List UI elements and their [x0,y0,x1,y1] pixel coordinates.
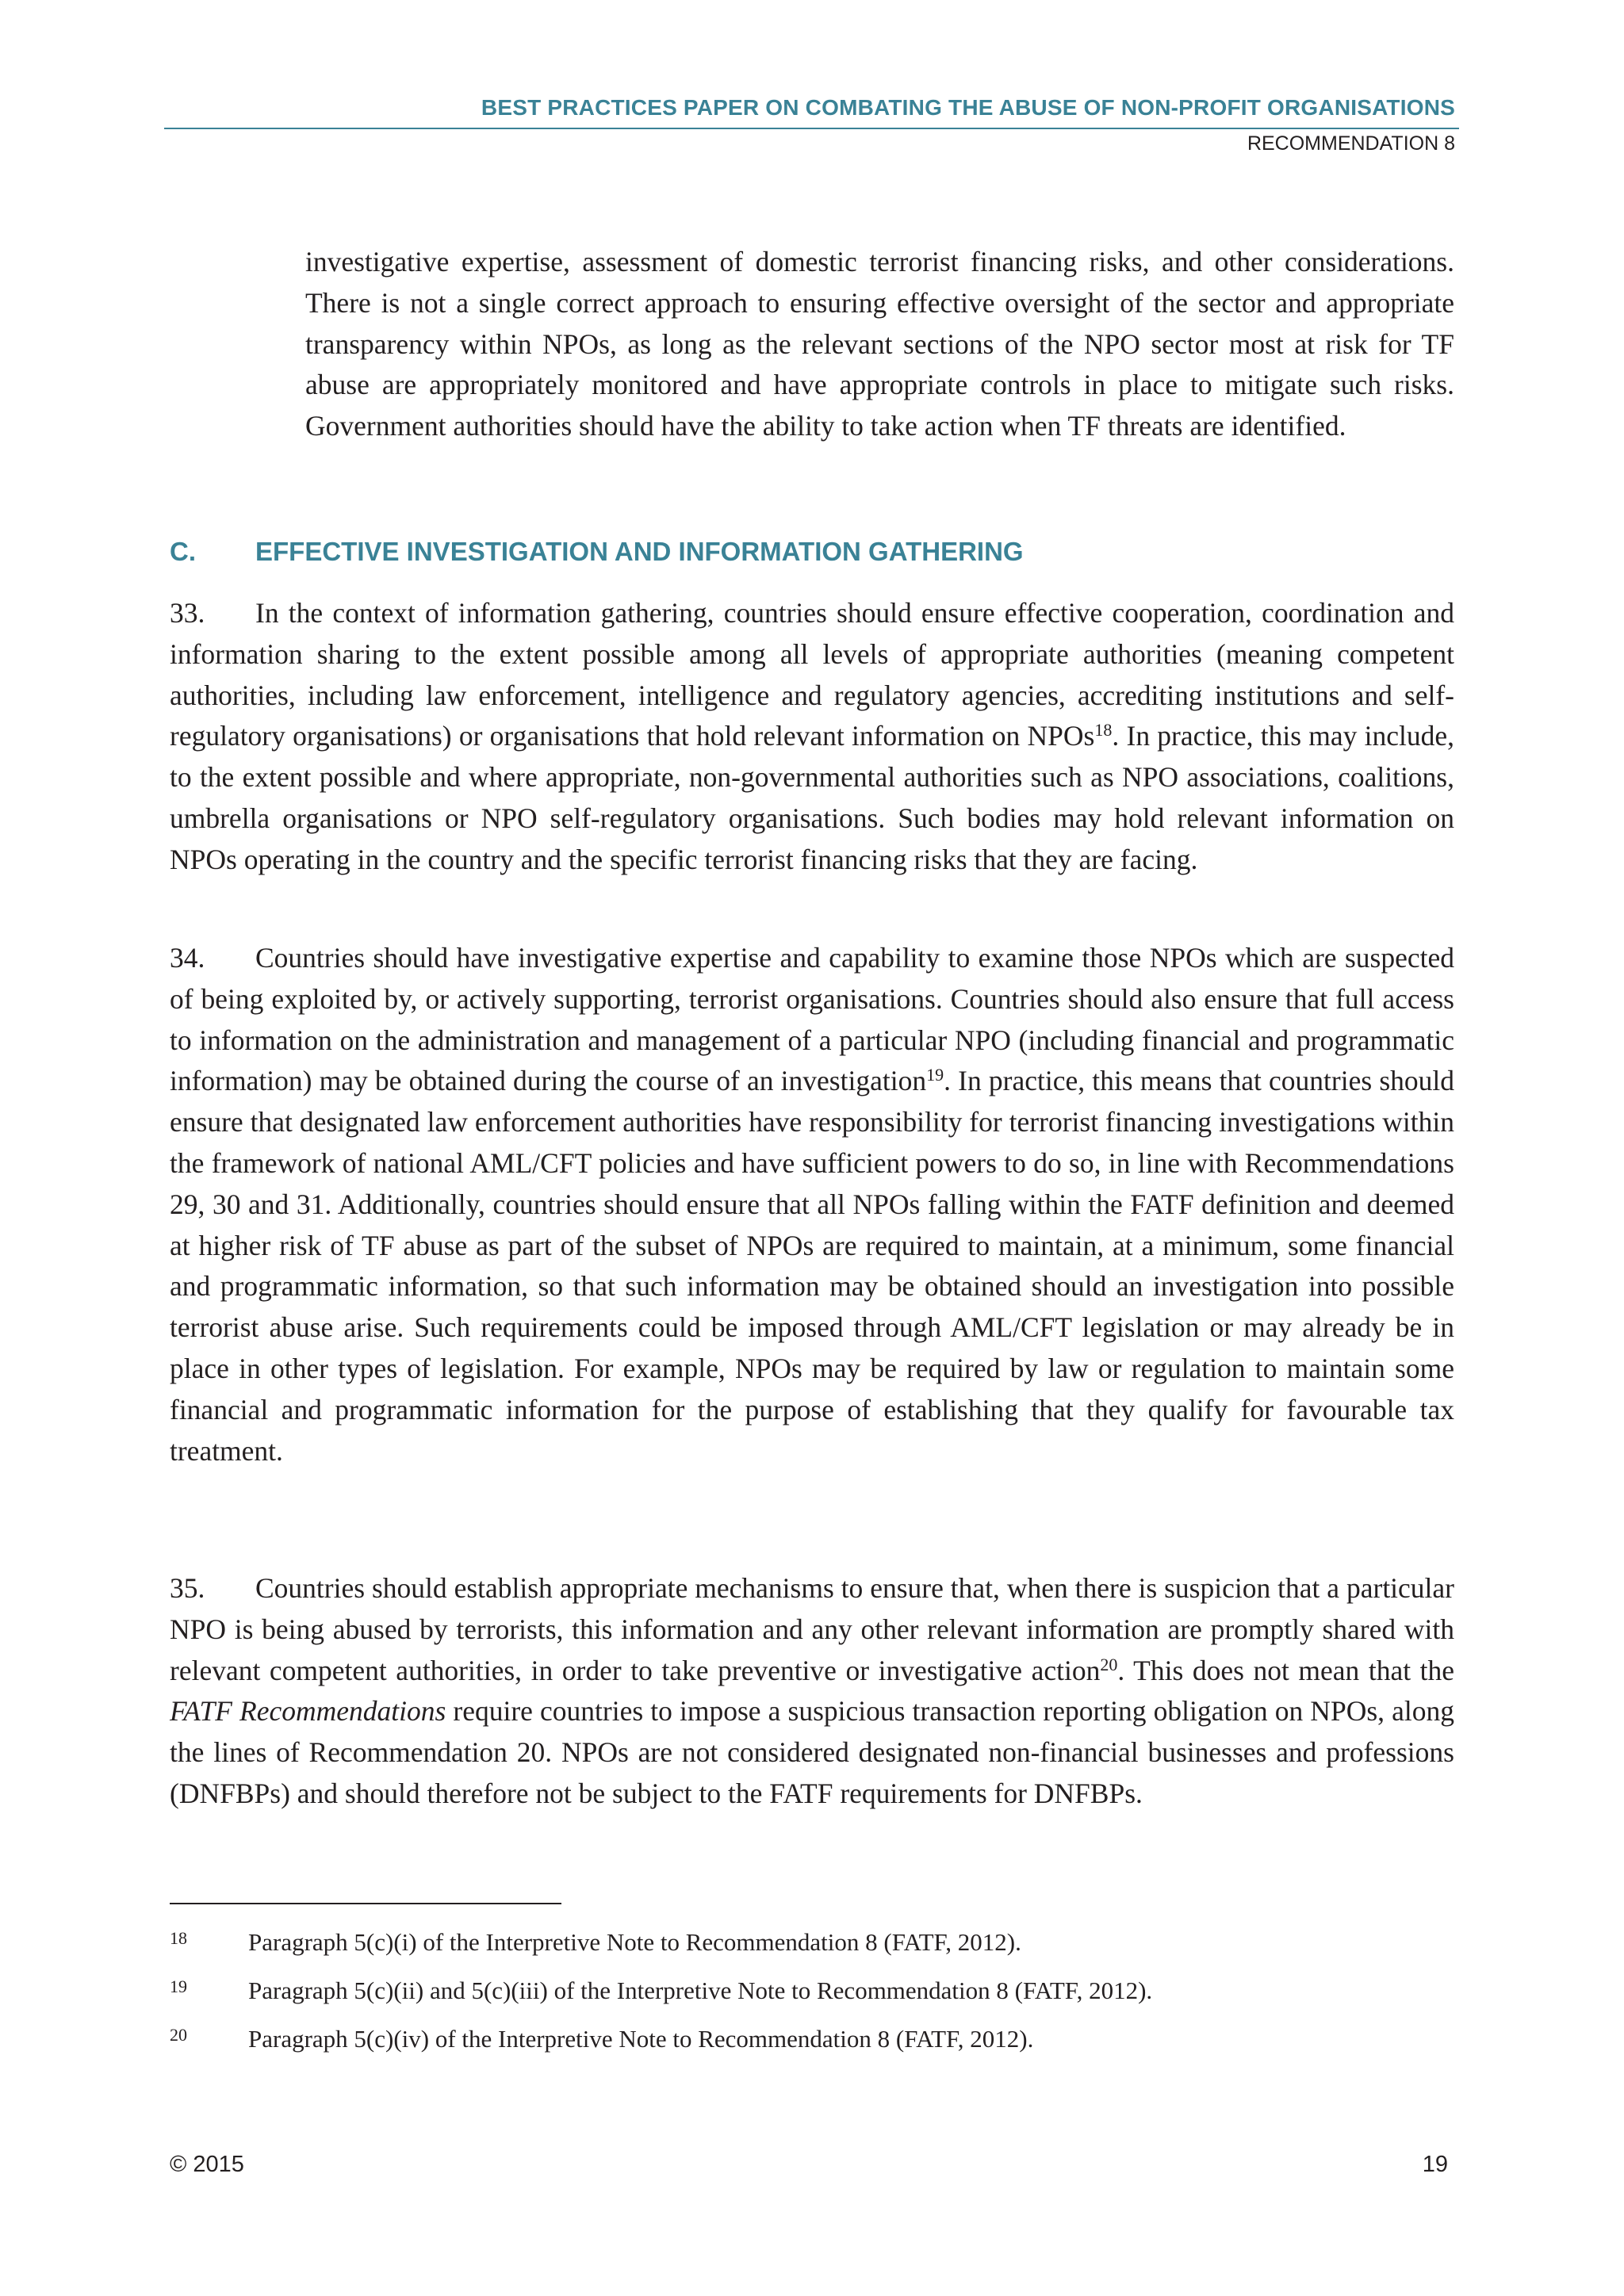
paragraph-text: . In practice, this means that countries should ensure that designated law enforcement authorities have responsibility for terrorist financing investigations within the framework of national AML/CFT policies and have sufficient powers to do so, in line with Recommendations 29, 30 and 31. Additionally, countries should ensure that all NPOs falling within the FATF definition and deemed at higher risk of TF abuse as part of the subset of NPOs are required to maintain, at a minimum, some financial and programmatic information, so that such information may be obtained should an investigation into possible terrorist abuse arise. Such requirements could be imposed through AML/CFT legislation or may already be in place in other types of legislation. For example, NPOs may be required by law or regulation to maintain some financial and programmatic information for the purpose of establishing that they qualify for favourable tax treatment. [170,1065,1454,1467]
footnote-text: Paragraph 5(c)(iv) of the Interpretive Note to Recommendation 8 (FATF, 2012). [248,2025,1034,2053]
paragraph-text: Countries should establish appropriate mechanisms to ensure that, when there is suspicion that a particular NPO is being abused by terrorists, this information and any other relevant information are promptly shared with relevant competent authorities, in order to take preventive or investigative action [170,1572,1454,1686]
section-heading [170,537,1024,567]
footnote-reference[interactable]: 20 [1100,1654,1118,1674]
footnote-number: 18 [170,1928,187,1948]
footnote-number: 19 [170,1976,187,1996]
paragraph-number: 35. [170,1572,205,1604]
paragraph-35 [170,1568,1454,1815]
footnote-18 [170,1923,1454,1958]
paragraph-text: Countries should have investigative expertise and capability to examine those NPOs which are suspected of being exploited by, or actively supporting, terrorist organisations. Countries should also ensure that full access to information on the administration and management of a particular NPO (including financial and programmatic information) may be obtained during the course of an investigation [170,942,1454,1097]
paragraph-number: 33. [170,597,205,629]
paragraph-33 [170,593,1454,881]
footnote-number: 20 [170,2025,187,2045]
footnote-reference[interactable]: 19 [926,1065,944,1085]
section-title: EFFECTIVE INVESTIGATION AND INFORMATION GATHERING [255,537,1024,566]
page-number: 19 [1422,2152,1448,2177]
footnote-19 [170,1971,1454,2007]
footnote-text: Paragraph 5(c)(ii) and 5(c)(iii) of the Interpretive Note to Recommendation 8 (FATF, 2012). [248,1976,1153,2004]
paragraph-number: 34. [170,942,205,974]
footnote-text: Paragraph 5(c)(i) of the Interpretive Note to Recommendation 8 (FATF, 2012). [248,1928,1021,1956]
paragraph-text: . In practice, this may include, to the extent possible and where appropriate, non-governmental authorities such as NPO associations, coalitions, umbrella organisations or NPO self-regulatory organisations. Such bodies may hold relevant information on NPOs operating in the country and the specific terrorist financing risks that they are facing. [170,720,1455,875]
section-letter: C. [170,537,196,566]
footnote-20 [170,2019,1454,2055]
footnote-reference[interactable]: 18 [1094,720,1113,740]
header-divider [164,128,1459,129]
intro-paragraph: investigative expertise, assessment of domestic terrorist financing risks, and other considerations. There is not a single correct approach to ensuring effective oversight of the sector and appropriate transparency within NPOs, as long as the relevant sections of the NPO sector most at risk for TF abuse are appropriately monitored and have appropriate controls in place to mitigate such risks. Government authorities should have the ability to take action when TF threats are identified. [305,246,1454,442]
paragraph-34 [170,938,1454,1471]
paragraph-text: . This does not mean that the [1117,1654,1454,1686]
footnote-divider [170,1903,561,1904]
running-header-title: BEST PRACTICES PAPER ON COMBATING THE ABUSE OF NON-PROFIT ORGANISATIONS [481,95,1455,120]
footer-copyright: © 2015 [170,2152,244,2177]
running-header-subtitle: RECOMMENDATION 8 [1247,132,1455,155]
italic-title: FATF Recommendations [170,1695,446,1728]
paragraph-text: In the context of information gathering, countries should ensure effective cooperation, coordination and information sharing to the extent possible among all levels of appropriate authorities (meaning competent authorities, including law enforcement, intelligence and regulatory agencies, accrediting institutions and self-regulatory organisations) or organisations that hold relevant information on NPOs [170,597,1454,752]
paragraph-text: require countries to impose a suspicious transaction reporting obligation on NPOs, along the lines of Recommendation 20. NPOs are not considered designated non-financial businesses and professions (DNFBPs) and should therefore not be subject to the FATF requirements for DNFBPs. [170,1695,1454,1809]
